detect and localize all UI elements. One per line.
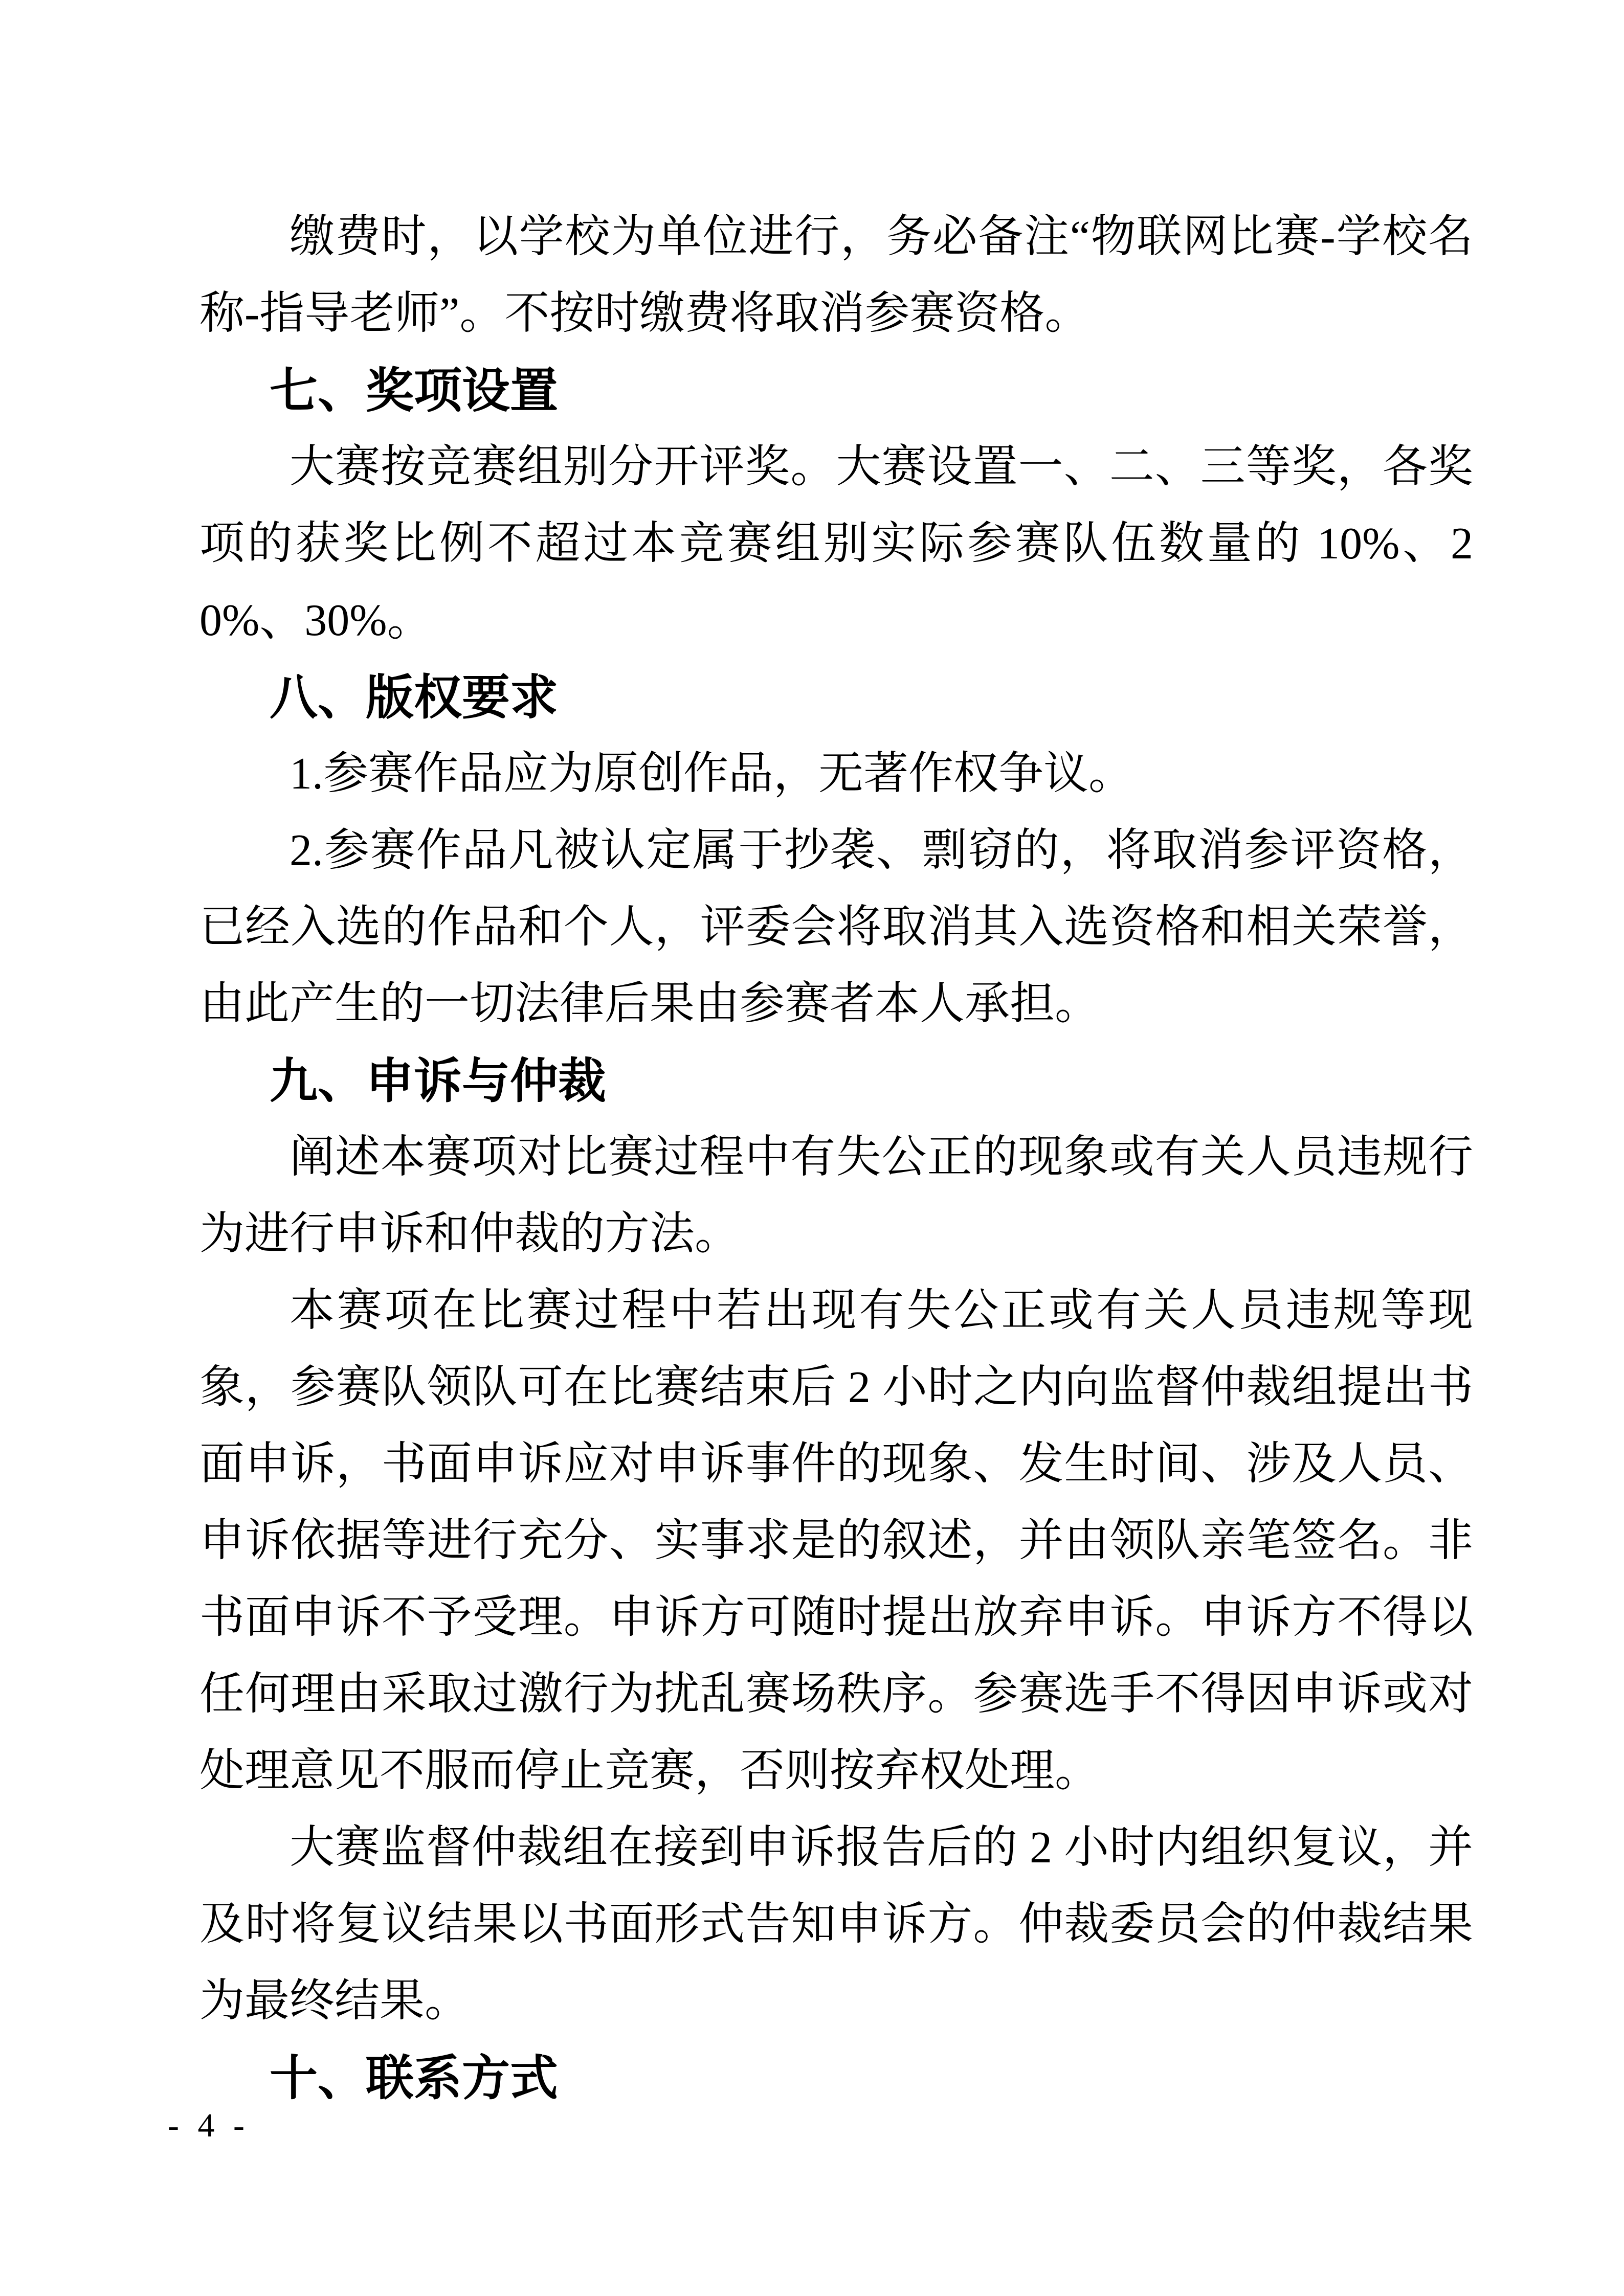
paragraph-fee-payment: 缴费时，以学校为单位进行，务必备注“物联网比赛-学校名称-指导老师”。不按时缴费将取消参赛资格。 bbox=[199, 212, 1473, 339]
paragraph-appeal-procedure: 本赛项在比赛过程中若出现有失公正或有关人员违规等现象，参赛队领队可在比赛结束后 2 小时之内向监督仲裁组提出书面申诉，书面申诉应对申诉事件的现象、发生时间、涉及人员、申诉依据等进行充分、实事求是的叙述，并由领队亲笔签名。非书面申诉不予受理。申诉方可随时提出放弃申诉。申诉方不得以任何理由采取过激行为扰乱赛场秩序。参赛选手不得因申诉或对处理意见不服而停止竞赛，否则按弃权处理。 bbox=[199, 1286, 1473, 1796]
heading-section-10-contact: 十、联系方式 bbox=[270, 2051, 559, 2105]
document-body bbox=[199, 199, 1473, 2117]
page-number: - 4 - bbox=[168, 2107, 250, 2144]
paragraph-appeal-intro: 阐述本赛项对比赛过程中有失公正的现象或有关人员违规行为进行申诉和仲裁的方法。 bbox=[199, 1133, 1473, 1259]
heading-section-7-awards: 七、奖项设置 bbox=[270, 364, 559, 417]
heading-section-9-appeal: 九、申诉与仲裁 bbox=[270, 1054, 607, 1108]
heading-section-8-copyright: 八、版权要求 bbox=[270, 670, 559, 724]
paragraph-copyright-item-1: 1.参赛作品应为原创作品，无著作权争议。 bbox=[290, 749, 1134, 799]
paragraph-copyright-item-2: 2.参赛作品凡被认定属于抄袭、剽窃的，将取消参评资格，已经入选的作品和个人，评委会将取消其入选资格和相关荣誉，由此产生的一切法律后果由参赛者本人承担。 bbox=[199, 826, 1473, 1029]
paragraph-awards-ratio: 大赛按竞赛组别分开评奖。大赛设置一、二、三等奖，各奖项的获奖比例不超过本竞赛组别实际参赛队伍数量的 10%、20%、30%。 bbox=[199, 442, 1473, 645]
paragraph-arbitration-review: 大赛监督仲裁组在接到申诉报告后的 2 小时内组织复议，并及时将复议结果以书面形式告知申诉方。仲裁委员会的仲裁结果为最终结果。 bbox=[199, 1823, 1473, 2026]
